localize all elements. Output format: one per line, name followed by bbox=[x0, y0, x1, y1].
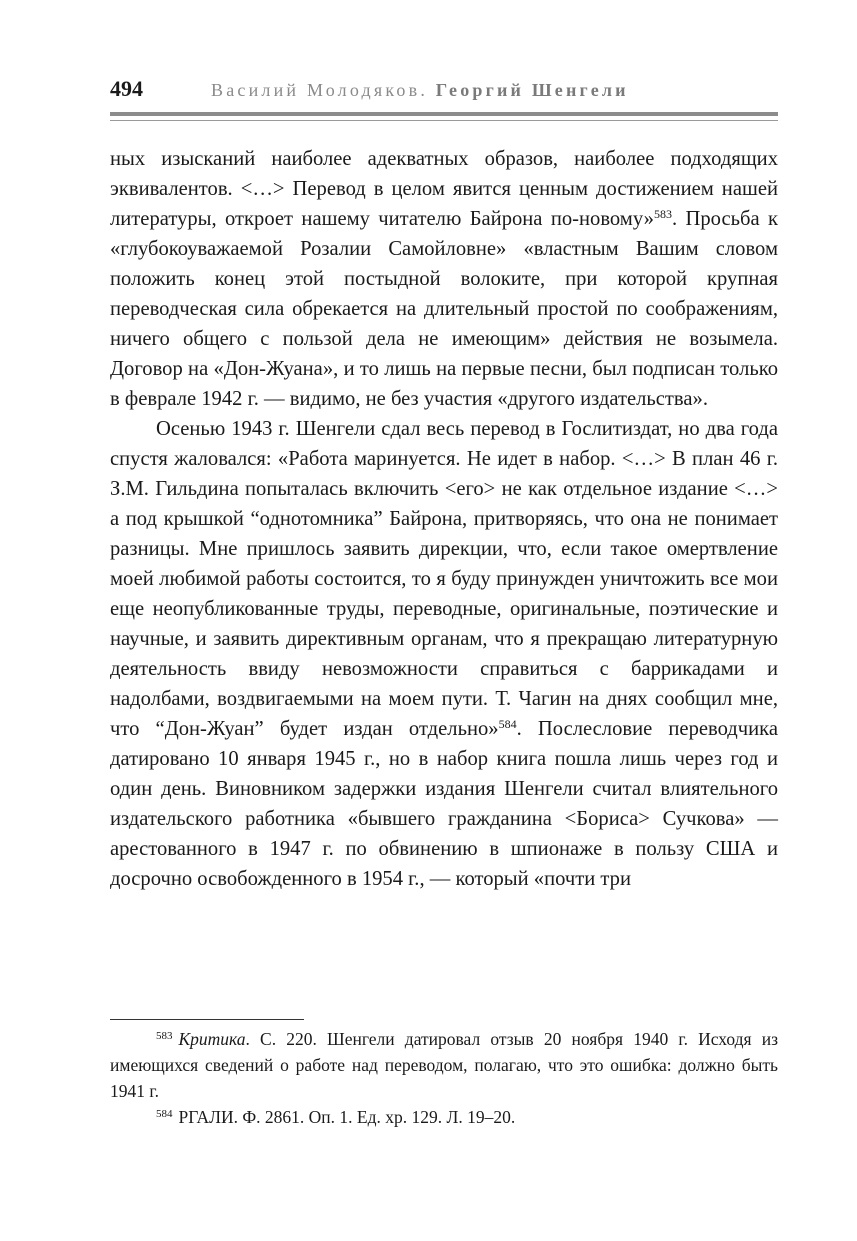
footnote-number: 584 bbox=[156, 1108, 173, 1120]
paragraph-1-text-b: . Просьба к «глубокоуважаемой Розалии Самойловне» «властным Вашим словом положить конец этой постыдной волоките, при которой крупная переводческая сила обрекается на длительный простой по соображениям, ничего общего с пользой дела не имеющим» действия не возымела. Договор на «Дон-Жуана», и то лишь на первые песни, был подписан только в феврале 1942 г. — видимо, не без участия «другого издательства». bbox=[110, 208, 778, 410]
footnote-separator bbox=[110, 1019, 304, 1020]
header-rule-thin bbox=[110, 120, 778, 121]
footnote-ref-583[interactable]: 583 bbox=[653, 207, 672, 221]
running-title bbox=[211, 80, 629, 101]
footnote-source: Критика bbox=[178, 1029, 246, 1049]
paragraph-1-text-a: ных изысканий наиболее адекватных образов, наиболее подходящих эквивалентов. <…> Перевод в целом явится ценным достижением нашей литературы, откроет нашему читателю Байрона по-новому» bbox=[110, 148, 778, 230]
paragraph-2 bbox=[110, 414, 778, 894]
running-header bbox=[110, 76, 778, 106]
footnote-text: . С. 220. Шенгели датировал отзыв 20 ноября 1940 г. Исходя из имеющихся сведений о работе над переводом, полагаю, что это ошибка: должно быть 1941 г. bbox=[110, 1029, 778, 1101]
page-number: 494 bbox=[110, 76, 143, 101]
paragraph-2-text-a: Осенью 1943 г. Шенгели сдал весь перевод в Гослитиздат, но два года спустя жаловался: «Работа маринуется. Не идет в набор. <…> В план 46 г. З.М. Гильдина попыталась включить <его> не как отдельное издание <…> а под крышкой “однотомника” Байрона, притворяясь, что она не понимает разницы. Мне пришлось заявить дирекции, что, если такое омертвление моей любимой работы состоится, то я буду принужден уничтожить все мои еще неопубликованные труды, переводные, оригинальные, поэтические и научные, и заявить директивным органам, что я прекращаю литературную деятельность ввиду невозможности справиться с баррикадами и надолбами, воздвигаемыми на моем пути. Т. Чагин на днях сообщил мне, что “Дон-Жуан” будет издан отдельно» bbox=[110, 418, 778, 740]
footnote-number: 583 bbox=[156, 1030, 173, 1042]
footnote-583 bbox=[110, 1026, 778, 1104]
footnote-584 bbox=[110, 1104, 778, 1130]
paragraph-1 bbox=[110, 144, 778, 414]
footnote-ref-584[interactable]: 584 bbox=[498, 717, 517, 731]
footnote-text: РГАЛИ. Ф. 2861. Оп. 1. Ед. хр. 129. Л. 19–20. bbox=[178, 1107, 516, 1127]
footnotes bbox=[110, 1026, 778, 1130]
paragraph-2-text-b: . Послесловие переводчика датировано 10 января 1945 г., но в набор книга пошла лишь через год и один день. Виновником задержки издания Шенгели считал влиятельного издательского работника «бывшего гражданина <Бориса> Сучкова» — арестованного в 1947 г. по обвинению в шпионаже в пользу США и досрочно освобожденного в 1954 г., — который «почти три bbox=[110, 718, 778, 890]
author-name: Василий Молодяков. bbox=[211, 80, 429, 100]
book-title: Георгий Шенгели bbox=[435, 80, 629, 100]
main-text bbox=[110, 144, 778, 894]
header-rule-thick bbox=[110, 112, 778, 116]
